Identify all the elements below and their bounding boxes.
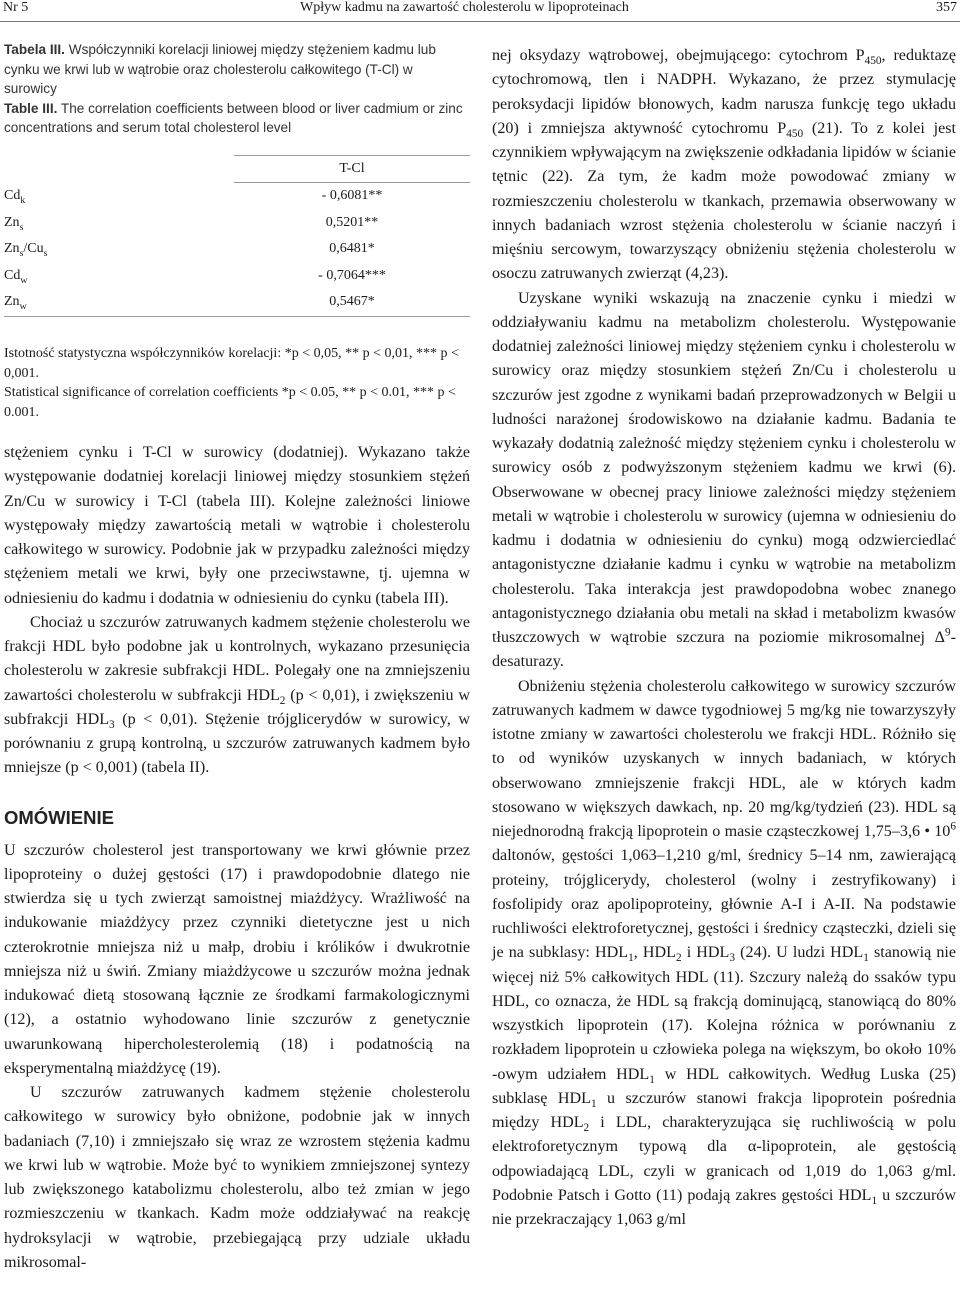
left-body — [4, 441, 470, 1275]
caption-label-en: Table III. — [4, 100, 58, 116]
significance-note-pl: Istotność statystyczna współczynników korelacji: *p < 0,05, ** p < 0,01, *** p < 0,001. — [4, 346, 459, 381]
paragraph: U szczurów zatruwanych kadmem stężenie cholesterolu całkowitego w surowicy było obniżone, podobnie jak w innych badaniach (7,10) i zmniejszało się wraz ze wzrostem stężenia kadmu we krwi lub w wątrobie. Może być to wynikiem zmniejszonej syntezy lub zwiększonego katabolizmu cholesterolu, albo też zmian w jego rozmieszczeniu w tkankach. Kadm może oddziaływać na reakcję hydroksylacji w wątrobie, przebiegającą przy udziale układu mikrosomal- — [4, 1084, 470, 1271]
row-value: 0,6481* — [329, 241, 375, 257]
paragraph: stężeniem cynku i T-Cl w surowicy (dodatniej). Wykazano także występowanie dodatniej korelacji liniowej między stosunkiem stężeń Zn/Cu w surowicy i T-Cl (tabela III). Kolejne zależności liniowe występowały między zawartością metali w wątrobie i cholesterolu całkowitego w surowicy. Podobnie jak w przypadku zależności między stężeniem metali we krwi, były one przeciwstawne, tj. ujemna w odniesieniu do kadmu i dodatnia w odniesieniu do cynku (tabela III). — [4, 444, 470, 607]
column-header-tcl: T-Cl — [234, 156, 470, 183]
paragraph: Chociaż u szczurów zatruwanych kadmem stężenie cholesterolu we frakcji HDL było podobne jak u kontrolnych, wykazano przesunięcia cholesterolu w zakresie subfrakcji HDL. Polegały one na zmniejszeniu zawartości cholesterolu w subfrakcji $HDL_2$ (p < 0,01), i zwiększeniu w subfrakcji $HDL_3$ (p < 0,01). Stężenie trójglicerydów w surowicy, w porównaniu z grupą kontrolną, u szczurów zatruwanych kadmem było mniejsze (p < 0,001) (tabela II). — [4, 613, 470, 777]
row-value: - 0,6081** — [321, 188, 383, 204]
table-row — [4, 210, 470, 237]
paragraph: Uzyskane wyniki wskazują na znaczenie cynku i miedzi w oddziaływaniu kadmu na metabolizm cholesterolu. Występowanie dodatniej zależności liniowej między stężeniem cynku i cholesterolu w surowicy oraz między stosunkiem stężeń Zn/Cu i cholesterolu u szczurów jest zgodne z wynikami badań przeprowadzonych w Belgii u ludności narażonej środowiskowo na działanie kadmu. Badania te wykazały dodatnią zależność między stężeniem cynku i cholesterolu w surowicy osób z podwyższonym stężeniem kadmu we krwi (6). Obserwowane w obecnej pracy liniowe zależności między stężeniem metali w wątrobie i cholesterolu w surowicy (ujemna w odniesieniu do kadmu i dodatnia w odniesieniu do cynku) mogą odzwierciedlać antagonistyczne działanie kadmu i cynku w wątrobie na metabolizm cholesterolu. Taka interakcja jest prawdopodobna wobec znanego antagonistycznego działania obu metali na skład i metabolizm kwasów tłuszczowych w wątrobie szczura na poziomie mikrosomalnej $\Delta^9$-desaturazy. — [492, 289, 956, 671]
section-heading: OMÓWIENIE — [4, 806, 114, 828]
paragraph: nej oksydazy wątrobowej, obejmującego: cytochrom $P_{450}$, reduktazę cytochromową, tlen i NADPH. Wykazano, że przez stymulację peroksydacji lipidów błonowych, kadm narusza funkcję tego układu (20) i zmniejsza aktywność cytochromu $P_{450}$ (21). To z kolei jest czynnikiem wpływającym na zwiększenie odkładania lipidów w ścianie tętnic (22). Za tym, że kadm może powodować zmiany w rozmieszczeniu cholesterolu w tkankach, przemawia obserwowany w innych badaniach wzrost stężenia cholesterolu w ścianie naczyń i mięśniu sercowym, towarzyszący obniżeniu stężenia cholesterolu w osoczu zatruwanych zwierząt (4,23). — [492, 47, 956, 283]
header-rule — [0, 21, 960, 22]
row-label: $Zn_w$ — [4, 294, 27, 313]
running-header — [0, 0, 960, 18]
table-row — [4, 183, 470, 210]
running-title: Wpływ kadmu na zawartość cholesterolu w lipoproteinach — [300, 0, 629, 15]
caption-text-pl: Współczynniki korelacji liniowej między stężeniem kadmu lub cynku we krwi lub w wątrobie oraz cholesterolu całkowitego (T-Cl) w surowicy — [4, 42, 436, 96]
page-number: 357 — [936, 0, 957, 15]
table-row — [4, 236, 470, 263]
right-column — [492, 44, 956, 1232]
row-value: 0,5467* — [329, 294, 375, 310]
row-label: $Cd_w$ — [4, 267, 28, 286]
table-notes — [4, 344, 470, 422]
caption-text-en: The correlation coefficients between blood or liver cadmium or zinc concentrations and serum total cholesterol level — [4, 100, 463, 135]
significance-note-en: Statistical significance of correlation coefficients *p < 0.05, ** p < 0.01, *** p < 0.001. — [4, 385, 456, 420]
correlation-table — [4, 155, 470, 319]
row-label: $Zn_s/Cu_s$ — [4, 241, 48, 260]
left-column — [4, 40, 468, 138]
caption-label-pl: Tabela III. — [4, 42, 65, 57]
table-row — [4, 289, 470, 316]
row-label: $Zn_s$ — [4, 214, 24, 233]
table-row — [4, 263, 470, 290]
row-label: $Cd_k$ — [4, 188, 26, 206]
table-caption-pl — [4, 40, 468, 99]
paragraph: Obniżeniu stężenia cholesterolu całkowitego w surowicy szczurów zatruwanych kadmem w dawce tygodniowej 5 mg/kg nie towarzyszyły istotne zmiany w zawartości cholesterolu we frakcji HDL. Różniło się to od wyników uzyskanych w innych badaniach, w których obserwowano zmniejszenie frakcji HDL, ale w których kadm stosowano w większych dawkach, np. 20 mg/kg/tydzień (23). HDL są niejednorodną frakcją lipoprotein o masie cząsteczkowej 1,75–3,6 • $10^6$ daltonów, gęstości 1,063–1,210 g/ml, średnicy 5–14 nm, zawierającą proteiny, trójglicerydy, cholesterol (wolny i zestryfikowany) i fosfolipidy oraz apolipoproteiny, głównie A-I i A-II. Na podstawie ruchliwości elektroforetycznej, gęstości i średnicy cząsteczki, dzieli się je na subklasy: $HDL_1$, $HDL_2$ i $HDL_3$ (24). U ludzi $HDL_1$ stanowią nie więcej niż 5% całkowitych HDL (11). Szczury należą do ssaków typu HDL, co oznacza, że HDL są frakcją dominującą, stanowiącą do 80% wszystkich lipoprotein (17). Kolejna różnica w porównaniu z rozkładem lipoprotein u człowieka polega na większym, bo około 10% -owym udziałem $HDL_1$ w HDL całkowitych. Według Luska (25) subklasę $HDL_1$ u szczurów stanowi frakcja lipoprotein pośrednia między $HDL_2$ i LDL, charakteryzująca się ruchliwością w polu elektroforetycznym typową dla α-lipoprotein, ale gęstością odpowiadającą LDL, czyli w granicach od 1,019 do 1,063 g/ml. Podobnie Patsch i Gotto (11) podają zakres gęstości $HDL_1$ u szczurów nie przekraczający 1,063 g/ml — [492, 677, 957, 1228]
table-caption-en — [4, 99, 468, 138]
row-value: 0,5201** — [325, 214, 379, 230]
paragraph: U szczurów cholesterol jest transportowany we krwi głównie przez lipoproteiny o dużej gęstości (17) i prawdopodobnie dlatego nie stwierdza się u tych zwierząt samoistnej miażdżycy. Wrażliwość na indukowanie miażdżycy przez czynniki dietetyczne jest u nich czterokrotnie mniejsza niż u małp, drobiu i królików i dwukrotnie mniejsza niż u świń. Zmiany miażdżycowe u szczurów można jednak indukować dietą stosowaną łącznie ze środkami farmakologicznymi (12), a ostatnio wyhodowano linie szczurów z genetycznie uwarunkowaną hipercholesterolemią (18) i podatnością na eksperymentalną miażdżycę (19). — [4, 841, 470, 1077]
row-value: - 0,7064*** — [318, 267, 386, 283]
journal-issue: Nr 5 — [3, 0, 29, 15]
